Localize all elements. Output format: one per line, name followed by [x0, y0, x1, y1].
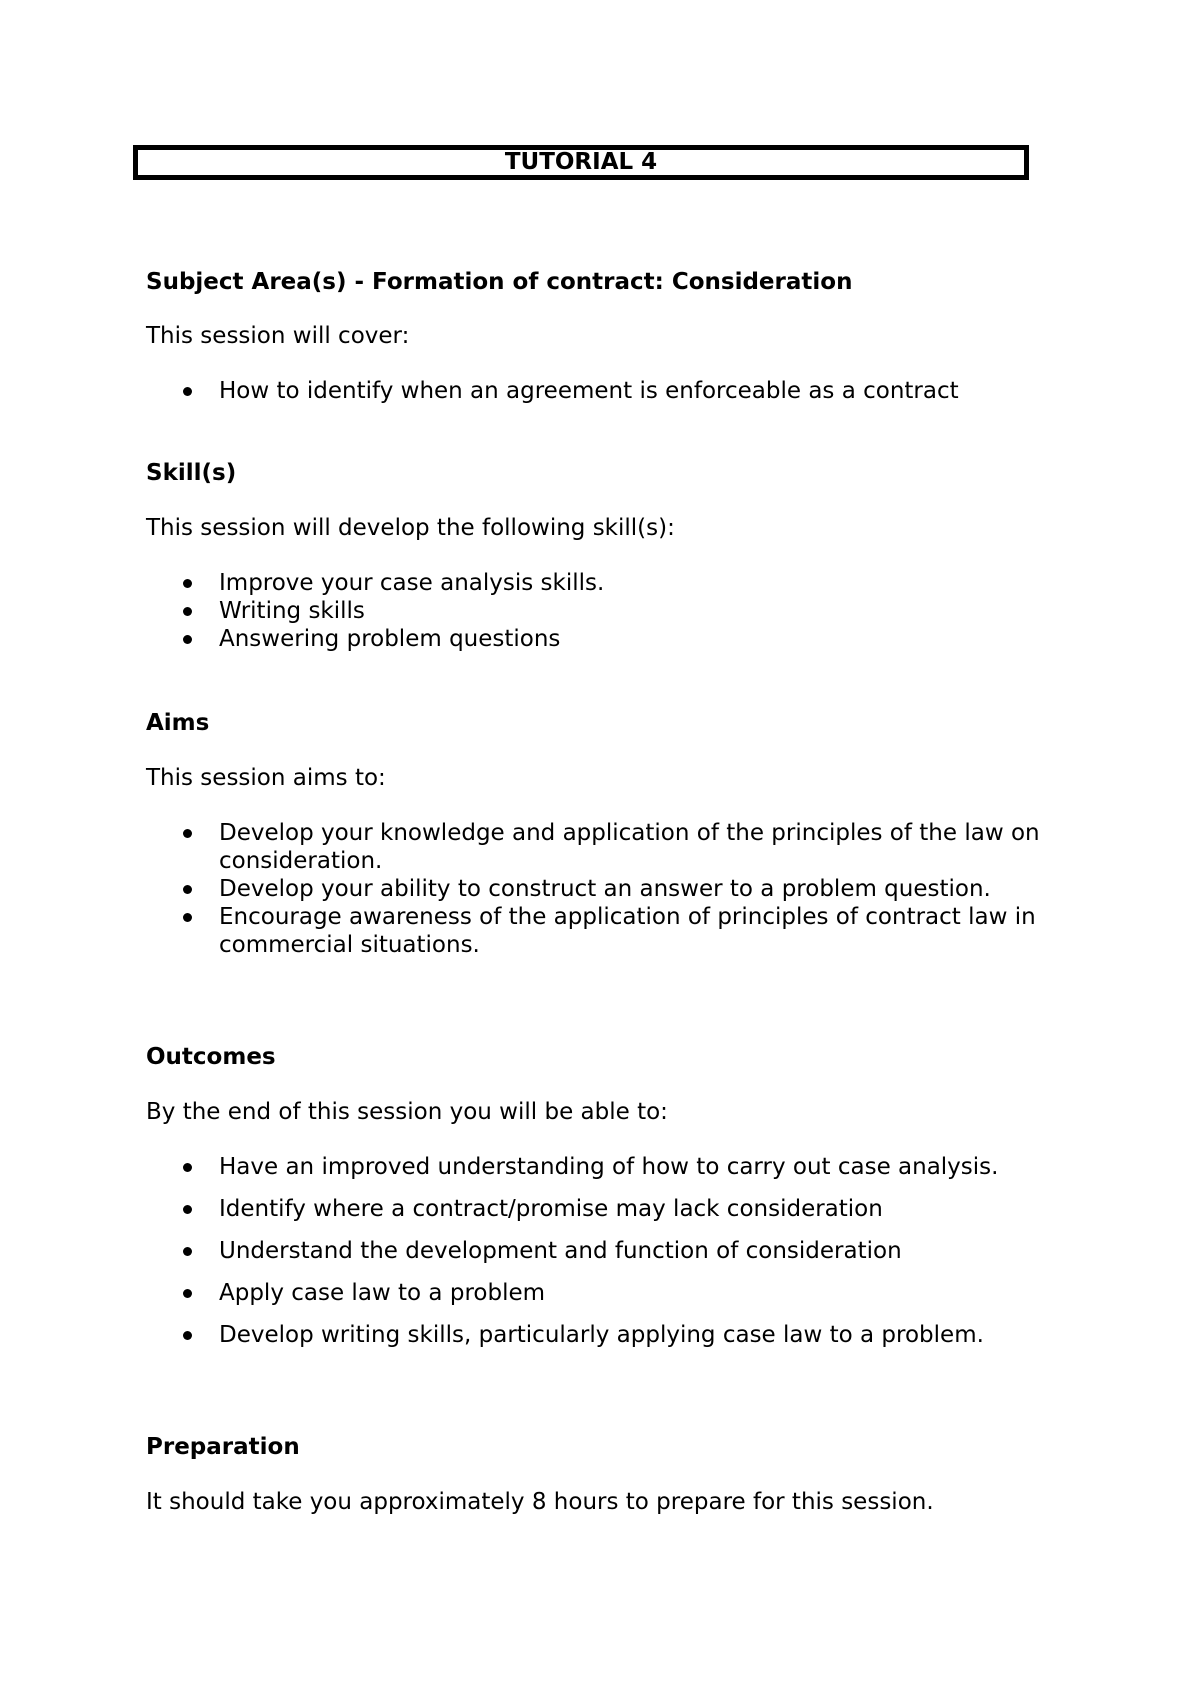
bullet-icon [183, 387, 192, 396]
bullet-icon [183, 913, 192, 922]
bullet-icon [183, 1247, 192, 1256]
tutorial-title: TUTORIAL 4 [133, 145, 1029, 180]
list-item: Improve your case analysis skills. [0, 569, 1069, 597]
list-item: Identify where a contract/promise may lack consideration [0, 1195, 1069, 1223]
aims-heading: Aims [146, 710, 210, 736]
list-item: Writing skills [0, 597, 1069, 625]
bullet-icon [183, 579, 192, 588]
bullet-icon [183, 1289, 192, 1298]
list-item: Apply case law to a problem [0, 1279, 1069, 1307]
bullet-icon [183, 1163, 192, 1172]
list-item: Answering problem questions [0, 625, 1069, 653]
skills-heading: Skill(s) [146, 460, 237, 486]
aims-intro: This session aims to: [146, 765, 386, 791]
skills-list [0, 569, 1069, 653]
subject-list [0, 377, 1069, 405]
list-item: Develop writing skills, particularly applying case law to a problem. [0, 1321, 1069, 1349]
list-item: Encourage awareness of the application of principles of contract law in commercial situations. [0, 903, 1069, 959]
outcomes-heading: Outcomes [146, 1044, 276, 1070]
bullet-icon [183, 607, 192, 616]
bullet-icon [183, 1205, 192, 1214]
outcomes-intro: By the end of this session you will be able to: [146, 1099, 668, 1125]
preparation-heading: Preparation [146, 1434, 300, 1460]
skills-intro: This session will develop the following skill(s): [146, 515, 675, 541]
list-item: How to identify when an agreement is enforceable as a contract [0, 377, 1069, 405]
outcomes-list [0, 1153, 1069, 1363]
bullet-icon [183, 635, 192, 644]
list-item: Develop your ability to construct an answer to a problem question. [0, 875, 1069, 903]
list-item: Develop your knowledge and application of the principles of the law on consideration. [0, 819, 1069, 875]
list-item: Have an improved understanding of how to carry out case analysis. [0, 1153, 1069, 1181]
bullet-icon [183, 829, 192, 838]
subject-intro: This session will cover: [146, 323, 410, 349]
bullet-icon [183, 885, 192, 894]
subject-heading: Subject Area(s) - Formation of contract: Consideration [146, 269, 853, 295]
aims-list [0, 819, 1069, 959]
bullet-icon [183, 1331, 192, 1340]
list-item: Understand the development and function of consideration [0, 1237, 1069, 1265]
preparation-text: It should take you approximately 8 hours to prepare for this session. [146, 1489, 934, 1515]
